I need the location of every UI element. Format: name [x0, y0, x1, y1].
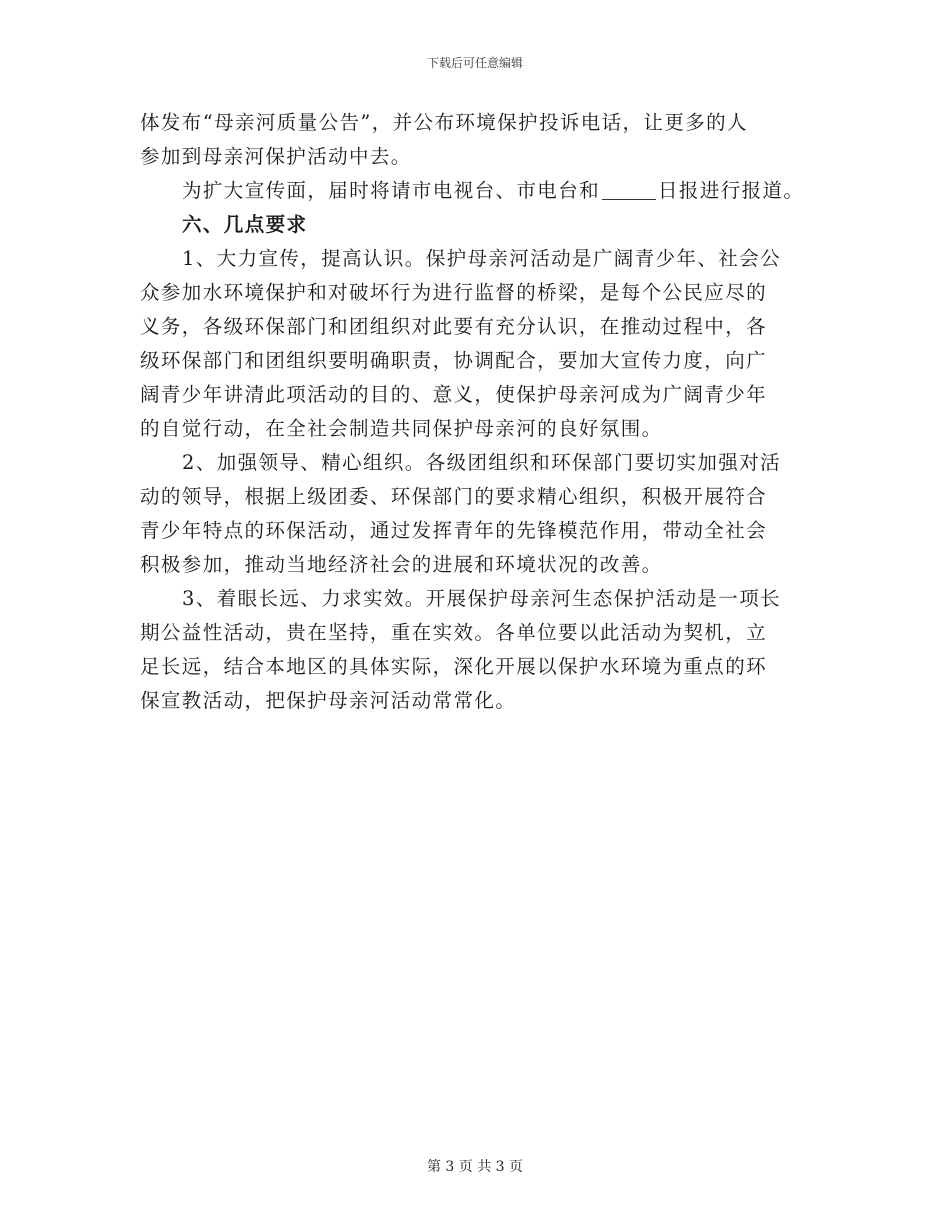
text-line: 级环保部门和团组织要明确职责，协调配合，要加大宣传力度，向广: [140, 349, 768, 372]
text-before-blank: 为扩大宣传面，届时将请市电视台、市电台和: [182, 179, 601, 202]
heading-text: 六、几点要求: [182, 213, 308, 236]
text-line: 的自觉行动，在全社会制造共同保护母亲河的良好氛围。: [140, 417, 663, 440]
text-line: 体发布“母亲河质量公告”，并公布环境保护投诉电话，让更多的人: [140, 111, 748, 134]
text-line: 青少年特点的环保活动，通过发挥青年的先锋模范作用，带动全社会: [140, 519, 768, 542]
text-line: 1、大力宣传，提高认识。保护母亲河活动是广阔青少年、社会公: [182, 247, 782, 270]
section-heading: [140, 208, 812, 242]
page-header: 下载后可任意编辑: [426, 56, 523, 70]
text-line: 动的领导，根据上级团委、环保部门的要求精心组织，积极开展符合: [140, 485, 768, 508]
text-after-blank: 日报进行报道。: [658, 179, 805, 202]
text-line: 积极参加，推动当地经济社会的进展和环境状况的改善。: [140, 553, 663, 576]
text-line: 期公益性活动，贵在坚持，重在实效。各单位要以此活动为契机，立: [140, 621, 768, 644]
paragraph-continuation: [140, 106, 812, 174]
text-line: 阔青少年讲清此项活动的目的、意义，使保护母亲河成为广阔青少年: [140, 383, 768, 406]
document-body: [140, 106, 812, 718]
requirement-item-2: [140, 446, 812, 582]
fill-in-blank: [602, 179, 656, 200]
text-line: 参加到母亲河保护活动中去。: [140, 145, 412, 168]
text-line: 3、着眼长远、力求实效。开展保护母亲河生态保护活动是一项长: [182, 587, 782, 610]
text-line: 保宣教活动，把保护母亲河活动常常化。: [140, 689, 517, 712]
text-line: 众参加水环境保护和对破坏行为进行监督的桥梁，是每个公民应尽的: [140, 281, 768, 304]
paragraph-publicity: [140, 174, 812, 208]
text-line: 2、加强领导、精心组织。各级团组织和环保部门要切实加强对活: [182, 451, 782, 474]
requirement-item-1: [140, 242, 812, 446]
text-line: 义务，各级环保部门和团组织对此要有充分认识，在推动过程中，各: [140, 315, 768, 338]
page-footer: 第 3 页 共 3 页: [426, 1159, 524, 1175]
text-line: [140, 174, 812, 208]
requirement-item-3: [140, 582, 812, 718]
text-line: 足长远，结合本地区的具体实际，深化开展以保护水环境为重点的环: [140, 655, 768, 678]
